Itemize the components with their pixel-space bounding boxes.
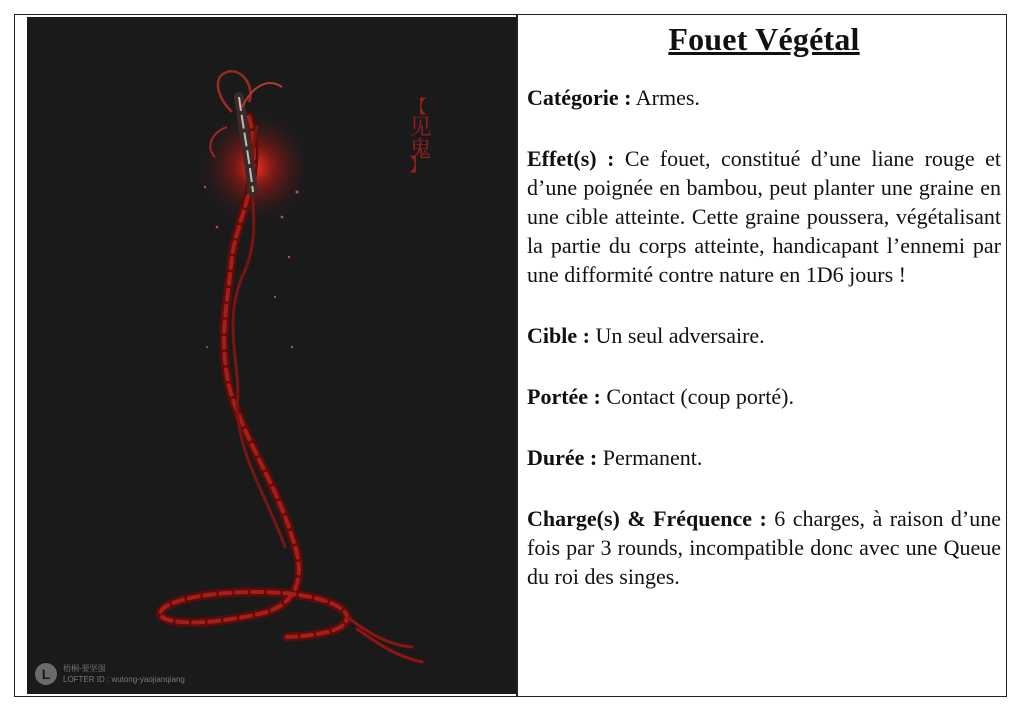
field-category — [527, 83, 1001, 112]
field-range — [527, 382, 1001, 411]
artist-watermark — [35, 659, 185, 689]
artwork-panel — [27, 17, 518, 694]
field-label: Charge(s) & Fréquence : — [527, 506, 767, 531]
field-value: Permanent. — [602, 445, 703, 470]
vine-whip-illustration — [27, 17, 518, 694]
field-effects — [527, 144, 1001, 289]
description-panel — [527, 15, 1001, 591]
field-charges — [527, 504, 1001, 591]
item-card — [14, 14, 1007, 697]
field-duration — [527, 443, 1001, 472]
card-title: Fouet Végétal — [668, 21, 860, 57]
watermark-line-2: LOFTER ID : wutong-yaojianqiang — [63, 675, 185, 684]
field-label: Portée : — [527, 384, 601, 409]
seal-text: 见鬼 — [406, 115, 431, 159]
field-value: Ce fouet, constitué d’une liane rouge et d’une poignée en bambou, peut planter une graine en une cible atteinte. Cette graine poussera, végétalisant la partie du corps atteinte, handicapant l’ennemi par une difformité contre nature en 1D6 jours ! — [527, 146, 1002, 287]
column-divider — [516, 15, 518, 696]
watermark-line-1: 梧桐-要坚强 — [63, 664, 106, 673]
lofter-logo-icon: L — [35, 663, 57, 685]
field-target — [527, 321, 1001, 350]
field-value: Contact (coup porté). — [606, 384, 794, 409]
field-label: Effet(s) : — [527, 146, 615, 171]
field-label: Durée : — [527, 445, 598, 470]
field-value: Un seul adversaire. — [595, 323, 765, 348]
field-value: Armes. — [635, 85, 700, 110]
seal-stamp: 【 见鬼 】 — [406, 97, 431, 176]
field-value: 6 charges, à raison d’une fois par 3 rounds, incompatible donc avec une Queue du roi des singes. — [527, 506, 1001, 589]
field-label: Cible : — [527, 323, 590, 348]
field-label: Catégorie : — [527, 85, 632, 110]
